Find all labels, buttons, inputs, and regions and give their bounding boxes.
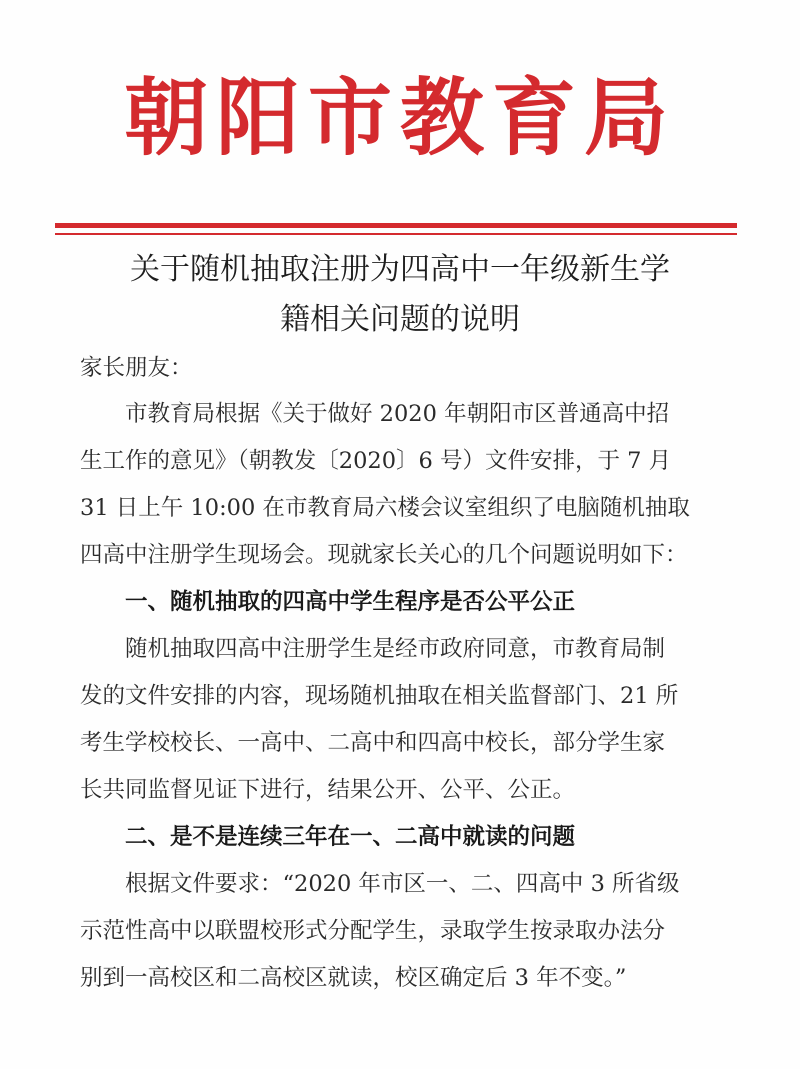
- section-2-heading: 二、是不是连续三年在一、二高中就读的问题: [125, 824, 576, 850]
- letterhead-org-name: 朝阳市教育局: [123, 68, 676, 167]
- paragraph-1-line: 生工作的意见》（朝教发〔2020〕6 号）文件安排，于 7 月: [80, 448, 672, 474]
- paragraph-2-line: 发的文件安排的内容，现场随机抽取在相关监督部门、21 所: [80, 683, 679, 709]
- letterhead-rule-thick: [55, 223, 737, 228]
- paragraph-1-line: 31 日上午 10:00 在市教育局六楼会议室组织了电脑随机抽取: [80, 495, 690, 521]
- salutation: 家长朋友：: [80, 355, 193, 381]
- document-title-line-2: 籍相关问题的说明: [280, 302, 520, 337]
- paragraph-2-line: 考生学校校长、一高中、二高中和四高中校长，部分学生家: [80, 730, 666, 756]
- paragraph-1-line: 四高中注册学生现场会。现就家长关心的几个问题说明如下：: [80, 542, 688, 568]
- paragraph-3-line: 示范性高中以联盟校形式分配学生，录取学生按录取办法分: [80, 918, 666, 944]
- letterhead-rule-thin: [55, 233, 737, 235]
- paragraph-3-line: 根据文件要求：“2020 年市区一、二、四高中 3 所省级: [125, 871, 680, 897]
- document-title-line-1: 关于随机抽取注册为四高中一年级新生学: [130, 252, 670, 287]
- paragraph-3-line: 别到一高校区和二高校区就读，校区确定后 3 年不变。”: [80, 965, 627, 991]
- paragraph-2-line: 随机抽取四高中注册学生是经市政府同意，市教育局制: [125, 636, 666, 662]
- paragraph-2-line: 长共同监督见证下进行，结果公开、公平、公正。: [80, 777, 576, 803]
- paragraph-1-line: 市教育局根据《关于做好 2020 年朝阳市区普通高中招: [125, 401, 670, 427]
- section-1-heading: 一、随机抽取的四高中学生程序是否公平公正: [125, 589, 576, 615]
